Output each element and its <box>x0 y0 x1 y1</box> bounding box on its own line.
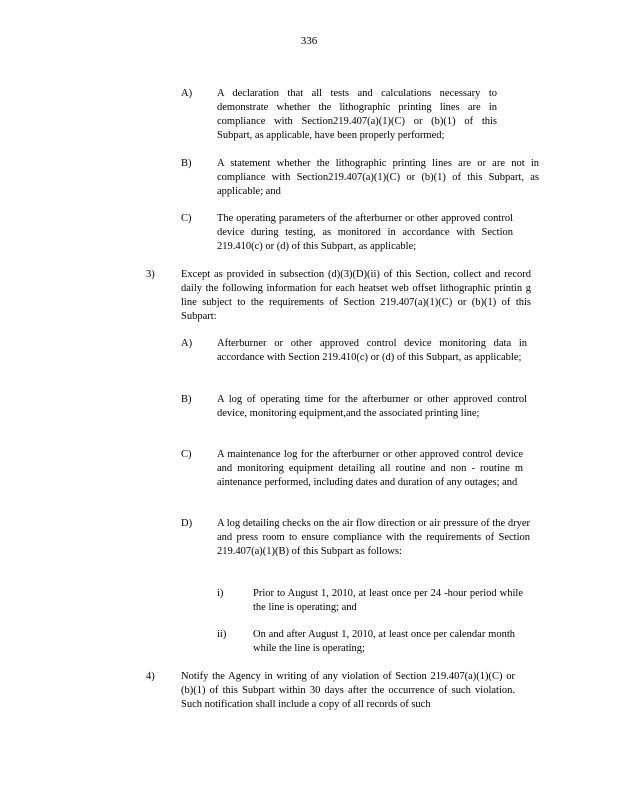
item-text: Afterburner or other approved control device monitoring data in accordance with Section 219.410(c) or (d) of this Subpart, as applicable; <box>217 338 527 363</box>
item-text: On and after August 1, 2010, at least once per calendar month while the line is operating; <box>253 629 515 654</box>
item-text: Prior to August 1, 2010, at least once per 24 -hour period while the line is operating; and <box>253 588 523 613</box>
item-label: 3) <box>146 269 155 280</box>
item-label: B) <box>181 394 192 405</box>
item-text: The operating parameters of the afterburner or other approved control device during testing, as monitored in accordance with Section 219.410(c) or (d) of this Subpart, as applicable; <box>217 213 513 252</box>
item-label: C) <box>181 449 192 460</box>
item-label: C) <box>181 213 192 224</box>
item-text: Except as provided in subsection (d)(3)(D)(ii) of this Section, collect and record daily the following information for each heatset web offset lithographic printin g line subject to the requirements of Section 219.407(a)(1)(C) or (b)(1) of this Subpart: <box>181 269 531 322</box>
item-text: A maintenance log for the afterburner or other approved control device and monitoring equipment detailing all routine and non - routine m aintenance performed, including dates and duration of any outages; and <box>217 449 523 488</box>
item-text: A statement whether the lithographic printing lines are or are not in compliance with Section219.407(a)(1)(C) or (b)(1) of this Subpart, as applicable; and <box>217 158 539 197</box>
item-label: B) <box>181 158 192 169</box>
item-label: D) <box>181 518 193 529</box>
item-label: A) <box>181 88 193 99</box>
item-text: A declaration that all tests and calculations necessary to demonstrate whether the lithographic printing lines are in compliance with Section219.407(a)(1)(C) or (b)(1) of this Subpart, as applicable, have been properly performed; <box>217 88 497 141</box>
item-text: A log detailing checks on the air flow direction or air pressure of the dryer and press room to ensure compliance with the requirements of Section 219.407(a)(1)(B) of this Subpart as follows: <box>217 518 530 557</box>
item-text: Notify the Agency in writing of any violation of Section 219.407(a)(1)(C) or (b)(1) of this Subpart within 30 days after the occurrence of such violation. Such notification shall include a copy of all records of such <box>181 671 515 710</box>
item-label: A) <box>181 338 193 349</box>
item-label: ii) <box>217 629 227 640</box>
page-number: 336 <box>300 35 318 47</box>
item-label: 4) <box>146 671 155 682</box>
item-text: A log of operating time for the afterburner or other approved control device, monitoring equipment,and the associated printing line; <box>217 394 527 419</box>
item-label: i) <box>217 588 224 599</box>
